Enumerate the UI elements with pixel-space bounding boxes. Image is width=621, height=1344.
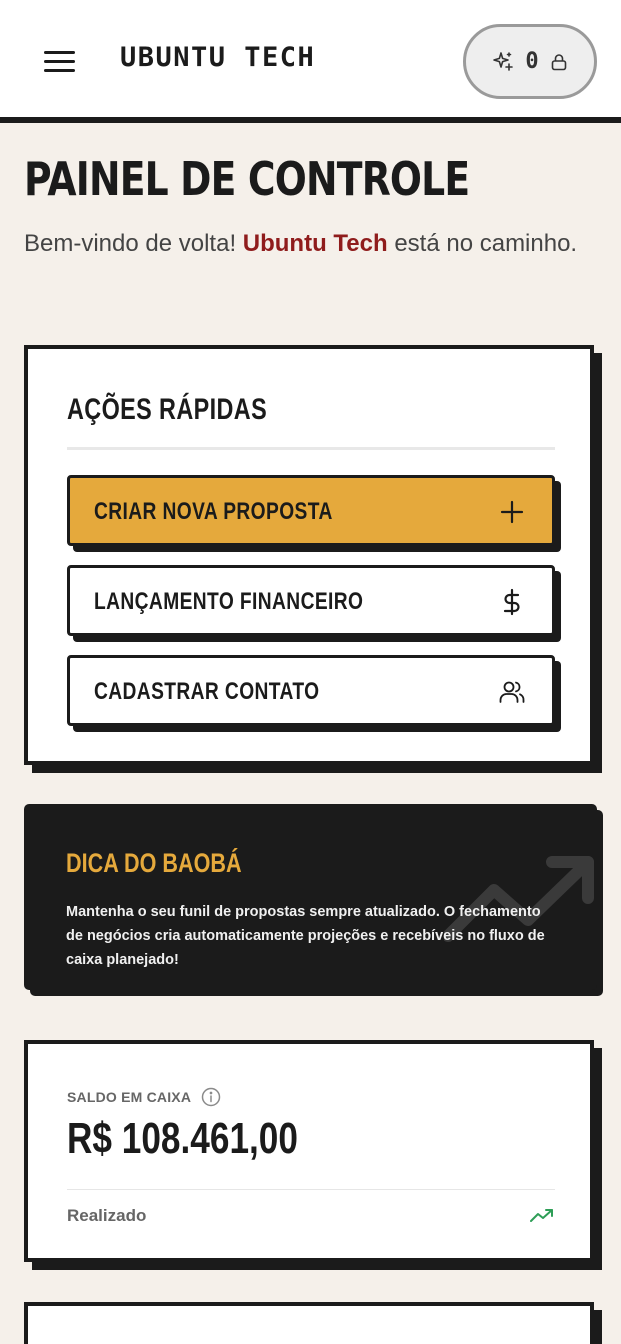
info-icon[interactable]: [201, 1087, 221, 1107]
balance-card: [24, 1040, 594, 1262]
balance-status: Realizado: [67, 1206, 147, 1225]
balance-label-row: [67, 1087, 221, 1107]
tip-card: [24, 804, 597, 990]
register-contact-button[interactable]: [67, 655, 555, 726]
quick-actions-title: AÇÕES RÁPIDAS: [67, 393, 268, 426]
welcome-message: [24, 226, 584, 262]
quick-actions-card: [24, 345, 594, 765]
lock-icon: [549, 52, 569, 72]
company-name: Ubuntu Tech: [242, 230, 388, 257]
users-icon: [498, 678, 526, 706]
hamburger-icon[interactable]: [44, 50, 76, 74]
summary-card: [24, 1302, 594, 1344]
plus-icon: [498, 498, 526, 526]
tip-title: DICA DO BAOBÁ: [66, 848, 242, 878]
balance-value: R$ 108.461,00: [67, 1114, 298, 1163]
create-proposal-button[interactable]: [67, 475, 555, 546]
financial-entry-button[interactable]: [67, 565, 555, 636]
divider: [67, 447, 555, 450]
divider: [67, 1189, 555, 1190]
credits-count: 0: [525, 49, 539, 74]
register-contact-label: CADASTRAR CONTATO: [94, 678, 320, 705]
page-title: PAINEL DE CONTROLE: [24, 152, 470, 206]
balance-label: SALDO EM CAIXA: [67, 1089, 192, 1105]
financial-entry-label: LANÇAMENTO FINANCEIRO: [94, 588, 364, 615]
credits-badge[interactable]: [463, 24, 597, 99]
welcome-text-end: está no caminho.: [387, 230, 578, 257]
app-header: [0, 0, 621, 123]
create-proposal-label: CRIAR NOVA PROPOSTA: [94, 498, 333, 525]
dollar-icon: [498, 588, 526, 616]
trending-up-icon: [530, 1206, 554, 1226]
brand-logo-text[interactable]: UBUNTU TECH: [120, 42, 316, 73]
sparkles-icon: [491, 50, 515, 74]
tip-text: Mantenha o seu funil de propostas sempre atualizado. O fechamento de negócios cria automaticamente projeções e recebíveis no fluxo de caixa planejado!: [66, 904, 545, 968]
welcome-text-start: Bem-vindo de volta!: [24, 230, 243, 257]
